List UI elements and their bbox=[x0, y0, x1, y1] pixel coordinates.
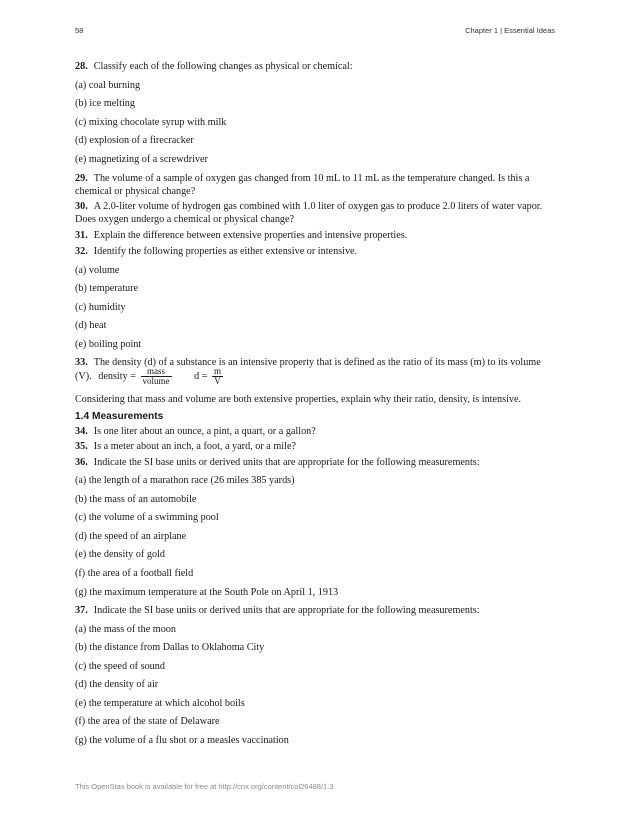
list-item: (e) magnetizing of a screwdriver bbox=[75, 154, 208, 165]
section-heading: 1.4 Measurements bbox=[75, 411, 164, 422]
page-footer: This OpenStax book is available for free at http://cnx.org/content/col26488/1.3 bbox=[75, 782, 334, 791]
list-item: (d) explosion of a firecracker bbox=[75, 135, 194, 146]
mass-volume-fraction bbox=[141, 367, 172, 386]
question-followup: Considering that mass and volume are both extensive properties, explain why their ratio, density, is intensive. bbox=[75, 394, 522, 405]
question-number: 30. bbox=[75, 201, 88, 212]
question-text bbox=[75, 172, 529, 185]
list-item: (g) the maximum temperature at the South Pole on April 1, 1913 bbox=[75, 587, 339, 598]
list-item: (a) the length of a marathon race (26 miles 385 yards) bbox=[75, 475, 295, 486]
question-text bbox=[75, 200, 542, 213]
question-body: A 2.0-liter volume of hydrogen gas combined with 1.0 liter of oxygen gas to produce 2.0 liters of water vapor. bbox=[93, 201, 543, 212]
list-item: (e) the density of gold bbox=[75, 549, 165, 560]
question-number: 32. bbox=[75, 246, 88, 257]
list-item: (a) the mass of the moon bbox=[75, 624, 176, 635]
list-item: (f) the area of the state of Delaware bbox=[75, 716, 220, 727]
question-number: 36. bbox=[75, 457, 88, 468]
question-body: Classify each of the following changes as physical or chemical: bbox=[93, 61, 353, 72]
question-text bbox=[75, 604, 480, 617]
list-item: (b) the mass of an automobile bbox=[75, 494, 197, 505]
question-text bbox=[75, 245, 357, 258]
question-number: 29. bbox=[75, 173, 88, 184]
list-item: (f) the area of a football field bbox=[75, 568, 194, 579]
question-number: 28. bbox=[75, 61, 88, 72]
question-number: 37. bbox=[75, 605, 88, 616]
list-item: (e) boiling point bbox=[75, 339, 142, 350]
list-item: (c) humidity bbox=[75, 302, 126, 313]
exercise-35 bbox=[75, 440, 296, 453]
list-item: (e) the temperature at which alcohol boils bbox=[75, 698, 245, 709]
list-item: (b) temperature bbox=[75, 283, 139, 294]
list-item: (d) the density of air bbox=[75, 679, 159, 690]
question-body: Is a meter about an inch, a foot, a yard, or a mile? bbox=[93, 441, 296, 452]
equation-lhs: density = bbox=[98, 370, 136, 382]
list-item: (a) volume bbox=[75, 265, 120, 276]
question-body: Explain the difference between extensive properties and intensive properties. bbox=[93, 230, 408, 241]
question-body: The volume of a sample of oxygen gas changed from 10 mL to 11 mL as the temperature changed. Is this a bbox=[93, 173, 530, 184]
list-item: (c) mixing chocolate syrup with milk bbox=[75, 117, 227, 128]
question-number: 35. bbox=[75, 441, 88, 452]
question-body: The density (d) of a substance is an intensive property that is defined as the ratio of its mass (m) to its volume bbox=[93, 357, 541, 368]
question-number: 33. bbox=[75, 357, 88, 368]
fraction-numerator: mass bbox=[141, 367, 172, 377]
question-body: Indicate the SI base units or derived units that are appropriate for the following measurements: bbox=[93, 457, 480, 468]
density-equations bbox=[75, 367, 225, 386]
fraction-denominator: volume bbox=[142, 376, 170, 386]
question-text bbox=[75, 456, 480, 469]
list-item: (d) the speed of an airplane bbox=[75, 531, 187, 542]
exercise-31 bbox=[75, 229, 407, 242]
list-item: (g) the volume of a flu shot or a measles vaccination bbox=[75, 735, 289, 746]
question-number: 34. bbox=[75, 426, 88, 437]
list-item: (a) coal burning bbox=[75, 80, 141, 91]
chapter-title: Chapter 1 | Essential Ideas bbox=[465, 26, 555, 35]
fraction-denominator: V bbox=[214, 376, 221, 386]
list-item: (b) the distance from Dallas to Oklahoma City bbox=[75, 642, 265, 653]
list-item: (c) the volume of a swimming pool bbox=[75, 512, 219, 523]
question-body: Is one liter about an ounce, a pint, a quart, or a gallon? bbox=[93, 426, 316, 437]
exercise-34 bbox=[75, 425, 316, 438]
equation-lhs: d = bbox=[194, 370, 208, 382]
page-number: 58 bbox=[75, 26, 84, 35]
list-item: (c) the speed of sound bbox=[75, 661, 165, 672]
question-text-continued: Does oxygen undergo a chemical or physical change? bbox=[75, 214, 295, 225]
m-v-fraction bbox=[212, 367, 223, 386]
question-body: Identify the following properties as either extensive or intensive. bbox=[93, 246, 358, 257]
fraction-numerator: m bbox=[214, 366, 222, 376]
question-text-continued: chemical or physical change? bbox=[75, 186, 196, 197]
volume-symbol: (V). bbox=[75, 370, 92, 382]
list-item: (b) ice melting bbox=[75, 98, 135, 109]
question-number: 31. bbox=[75, 230, 88, 241]
question-body: Indicate the SI base units or derived units that are appropriate for the following measurements: bbox=[93, 605, 480, 616]
question-text bbox=[75, 60, 353, 73]
list-item: (d) heat bbox=[75, 320, 107, 331]
